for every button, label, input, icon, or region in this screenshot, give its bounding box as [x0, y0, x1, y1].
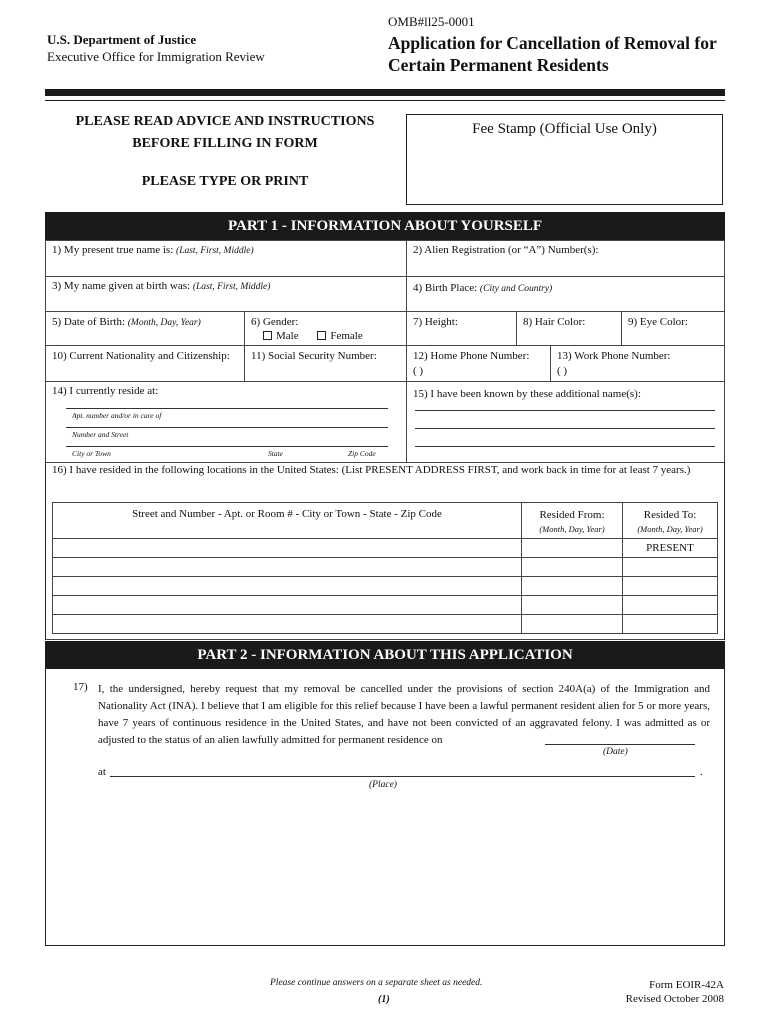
field-alien-number[interactable] — [406, 240, 725, 277]
field-hair-color-label: 8) Hair Color: — [523, 316, 586, 328]
admission-date-line[interactable] — [545, 744, 695, 745]
part1-grid — [45, 240, 725, 463]
present-label: PRESENT — [646, 542, 694, 554]
form-title-line2: Certain Permanent Residents — [388, 55, 609, 75]
field-birth-name[interactable] — [45, 276, 407, 312]
field-birth-place-hint: (City and Country) — [479, 284, 553, 294]
table-row-1-to — [622, 538, 718, 558]
residence-street-label: Number and Street — [72, 430, 129, 439]
male-checkbox[interactable] — [263, 331, 272, 340]
residence-street-line[interactable] — [66, 427, 388, 428]
field-dob-label: 5) Date of Birth: — [52, 316, 126, 328]
field-residence-label: 14) I currently reside at: — [52, 385, 159, 397]
table-row-5-address[interactable] — [52, 614, 522, 634]
work-phone-parens: ( ) — [557, 365, 568, 377]
other-name-line-1[interactable] — [415, 410, 715, 411]
table-row-4-address[interactable] — [52, 595, 522, 615]
agency-name: U.S. Department of Justice — [47, 32, 197, 47]
field-true-name-hint: (Last, First, Middle) — [176, 246, 254, 256]
instructions-line3: PLEASE TYPE OR PRINT — [141, 174, 309, 189]
admission-place-line[interactable] — [110, 776, 695, 777]
header-thick-rule — [45, 89, 725, 96]
table-row-2-from[interactable] — [521, 557, 623, 577]
form-title-line1: Application for Cancellation of Removal for — [388, 33, 717, 53]
female-checkbox[interactable] — [317, 331, 326, 340]
table-row-2-to[interactable] — [622, 557, 718, 577]
table-header-from — [521, 502, 623, 539]
table-header-to-label: Resided To: — [643, 509, 697, 521]
at-label: at — [98, 766, 106, 778]
gender-female-option[interactable] — [317, 330, 362, 342]
field-other-names-label: 15) I have been known by these additional name(s): — [413, 388, 641, 400]
item-17-text: I, the undersigned, hereby request that my removal be cancelled under the provisions of section 240A(a) of the Immigration and Nationality Act (INA). I believe that I am eligible for this relief because I have been a lawful permanent resident alien for 5 or more years, have 7 years of continuous residence in the United States, and have not been convicted of an aggravated felony. I was admitted as or adjusted to the status of an alien lawfully admitted for permanent residence on — [98, 683, 710, 746]
female-label: Female — [330, 330, 363, 342]
field-eye-color[interactable] — [621, 311, 725, 346]
field-birth-name-label: 3) My name given at birth was: — [52, 280, 191, 292]
form-revision: Revised October 2008 — [625, 993, 724, 1005]
omb-number: OMB#ll25-0001 — [388, 14, 475, 29]
header-thin-rule — [45, 100, 725, 101]
field-true-name-label: 1) My present true name is: — [52, 244, 174, 256]
field-other-names — [406, 381, 725, 463]
table-row-3-address[interactable] — [52, 576, 522, 596]
other-name-line-3[interactable] — [415, 446, 715, 447]
continuation-note: Please continue answers on a separate sheet as needed. — [270, 978, 483, 988]
residence-apt-label: Apt. number and/or in care of — [72, 411, 162, 420]
residence-state-label: State — [268, 449, 283, 458]
field-dob-hint: (Month, Day, Year) — [127, 318, 201, 328]
table-row-3-from[interactable] — [521, 576, 623, 596]
part1-header: PART 1 - INFORMATION ABOUT YOURSELF — [45, 212, 725, 240]
field-ssn-label: 11) Social Security Number: — [251, 350, 377, 362]
field-height[interactable] — [406, 311, 517, 346]
table-header-to-hint: (Month, Day, Year) — [637, 524, 703, 534]
residence-apt-line[interactable] — [66, 408, 388, 409]
field-eye-color-label: 9) Eye Color: — [628, 316, 688, 328]
field-nationality[interactable] — [45, 345, 245, 382]
field-birth-name-hint: (Last, First, Middle) — [192, 282, 271, 292]
field-true-name[interactable] — [45, 240, 407, 277]
home-phone-parens: ( ) — [413, 365, 424, 377]
field-gender — [244, 311, 407, 346]
instructions-line2: BEFORE FILLING IN FORM — [132, 136, 318, 151]
table-header-from-label: Resided From: — [539, 509, 605, 521]
table-row-5-from[interactable] — [521, 614, 623, 634]
field-birth-place-label: 4) Birth Place: — [413, 282, 478, 294]
part2-header: PART 2 - INFORMATION ABOUT THIS APPLICATION — [45, 641, 725, 669]
field-date-of-birth[interactable] — [45, 311, 245, 346]
form-number-label: Form EOIR-42A — [649, 979, 724, 991]
field-residence — [45, 381, 407, 463]
table-header-address — [52, 502, 522, 539]
residence-table — [52, 502, 718, 635]
male-label: Male — [276, 330, 299, 342]
page-number: (1) — [378, 994, 390, 1005]
table-row-5-to[interactable] — [622, 614, 718, 634]
table-row-3-to[interactable] — [622, 576, 718, 596]
form-title — [388, 32, 748, 76]
admission-date-label: (Date) — [603, 747, 628, 757]
table-header-from-hint: (Month, Day, Year) — [539, 524, 605, 534]
fee-stamp-label: Fee Stamp (Official Use Only) — [472, 121, 657, 137]
field-birth-place[interactable] — [406, 276, 725, 312]
item-17-number: 17) — [73, 681, 88, 693]
table-row-1-from[interactable] — [521, 538, 623, 558]
form-number — [600, 978, 724, 1006]
table-header-address-label: Street and Number - Apt. or Room # - City or Town - State - Zip Code — [132, 508, 442, 520]
field-ssn[interactable] — [244, 345, 407, 382]
residence-zip-label: Zip Code — [348, 449, 376, 458]
table-row-4-to[interactable] — [622, 595, 718, 615]
table-row-2-address[interactable] — [52, 557, 522, 577]
residence-history-section — [45, 462, 725, 640]
field-nationality-label: 10) Current Nationality and Citizenship: — [52, 350, 230, 362]
field-work-phone-label: 13) Work Phone Number: — [557, 350, 671, 362]
field-home-phone-label: 12) Home Phone Number: — [413, 350, 530, 362]
table-row-4-from[interactable] — [521, 595, 623, 615]
field-residence-history-label: 16) I have resided in the following locations in the United States: (List PRESENT ADDRESS FIRST, and work back in time for at least 7 years.) — [52, 464, 691, 476]
residence-city-label: City or Town — [72, 449, 111, 458]
field-alien-number-label: 2) Alien Registration (or “A”) Number(s): — [413, 244, 599, 256]
residence-city-line[interactable] — [66, 446, 388, 447]
field-gender-label: 6) Gender: — [251, 316, 299, 328]
table-row-1-address[interactable] — [52, 538, 522, 558]
office-name: Executive Office for Immigration Review — [47, 49, 265, 64]
field-height-label: 7) Height: — [413, 316, 458, 328]
other-name-line-2[interactable] — [415, 428, 715, 429]
field-hair-color[interactable] — [516, 311, 622, 346]
table-header-to — [622, 502, 718, 539]
field-home-phone[interactable] — [406, 345, 551, 382]
at-period: . — [700, 766, 703, 778]
admission-place-label: (Place) — [369, 780, 397, 790]
field-work-phone[interactable] — [550, 345, 725, 382]
gender-male-option[interactable] — [263, 330, 299, 342]
instructions-line1: PLEASE READ ADVICE AND INSTRUCTIONS — [75, 114, 375, 129]
fee-stamp-box — [406, 114, 723, 205]
